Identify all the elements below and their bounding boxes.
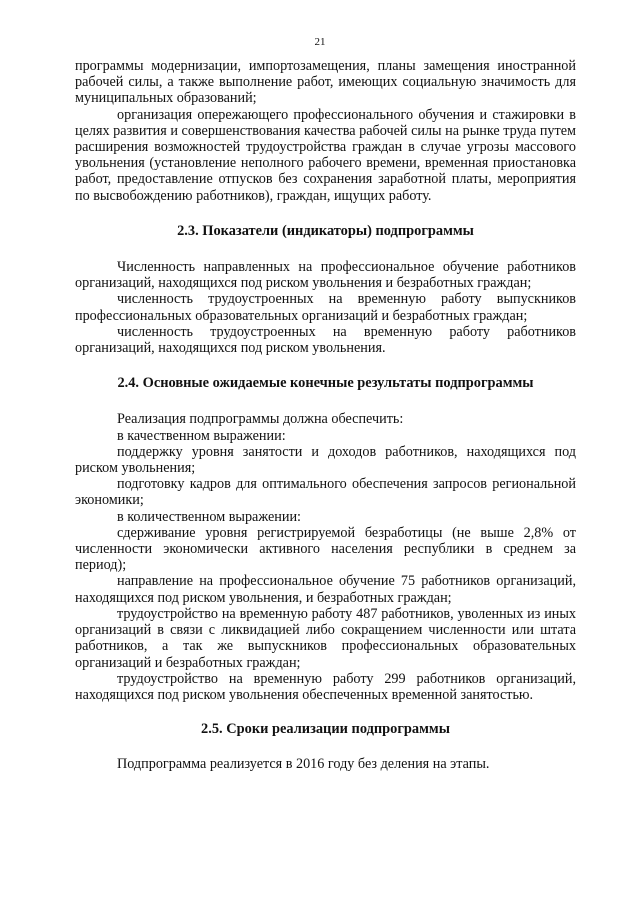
section-2-3-paragraph: численность трудоустроенных на временную работу выпускников профессиональных образовательных организаций и безработных граждан; [75, 291, 576, 324]
section-2-4-paragraph: сдерживание уровня регистрируемой безработицы (не выше 2,8% от численности экономически активного населения республики в среднем за период); [75, 524, 576, 574]
section-2-4-paragraph: трудоустройство на временную работу 487 работников, уволенных из иных организаций в связи с ликвидацией либо сокращением численности или штата работников, а так же выпускников профессиональных образовательных организаций и безработных граждан; [75, 605, 576, 671]
section-2-3-paragraph: численность трудоустроенных на временную работу работников организаций, находящихся под риском увольнения. [75, 323, 576, 357]
section-2-4-paragraph: в количественном выражении: [117, 508, 301, 525]
section-heading-2-3: 2.3. Показатели (индикаторы) подпрограммы [177, 222, 474, 239]
section-2-4-paragraph: подготовку кадров для оптимального обеспечения запросов региональной экономики; [75, 476, 576, 509]
page-number: 21 [314, 36, 326, 48]
section-heading-2-5: 2.5. Сроки реализации подпрограммы [201, 721, 450, 738]
section-2-4-paragraph: поддержку уровня занятости и доходов работников, находящихся под риском увольнения; [75, 443, 576, 477]
section-heading-2-4: 2.4. Основные ожидаемые конечные результаты подпрограммы [117, 375, 534, 392]
intro-paragraph: программы модернизации, импортозамещения, планы замещения иностранной рабочей силы, а также выполнение работ, имеющих социальную значимость для муниципальных образований; [75, 58, 576, 107]
document-body [75, 58, 576, 773]
section-2-4-paragraph: в качественном выражении: [117, 427, 286, 444]
section-2-4-paragraph: Реализация подпрограммы должна обеспечить: [117, 411, 404, 428]
section-2-3-paragraph: Численность направленных на профессиональное обучение работников организаций, находящихся под риском увольнения и безработных граждан; [75, 259, 576, 292]
section-2-4-paragraph: направление на профессиональное обучение 75 работников организаций, находящихся под риском увольнения, и безработных граждан; [75, 573, 576, 606]
section-2-5-paragraph: Подпрограмма реализуется в 2016 году без деления на этапы. [117, 756, 490, 773]
intro-paragraph: организация опережающего профессионального обучения и стажировки в целях развития и совершенствования качества рабочей силы на рынке труда путем расширения возможностей трудоустройства граждан в случае угрозы массового увольнения (установление неполного рабочего времени, временная приостановка работ, предоставление отпусков без сохранения заработной платы, мероприятия по высвобождению работников), граждан, ищущих работу. [75, 106, 576, 204]
section-2-4-paragraph: трудоустройство на временную работу 299 работников организаций, находящихся под риском увольнения обеспеченных временной занятостью. [75, 670, 576, 703]
